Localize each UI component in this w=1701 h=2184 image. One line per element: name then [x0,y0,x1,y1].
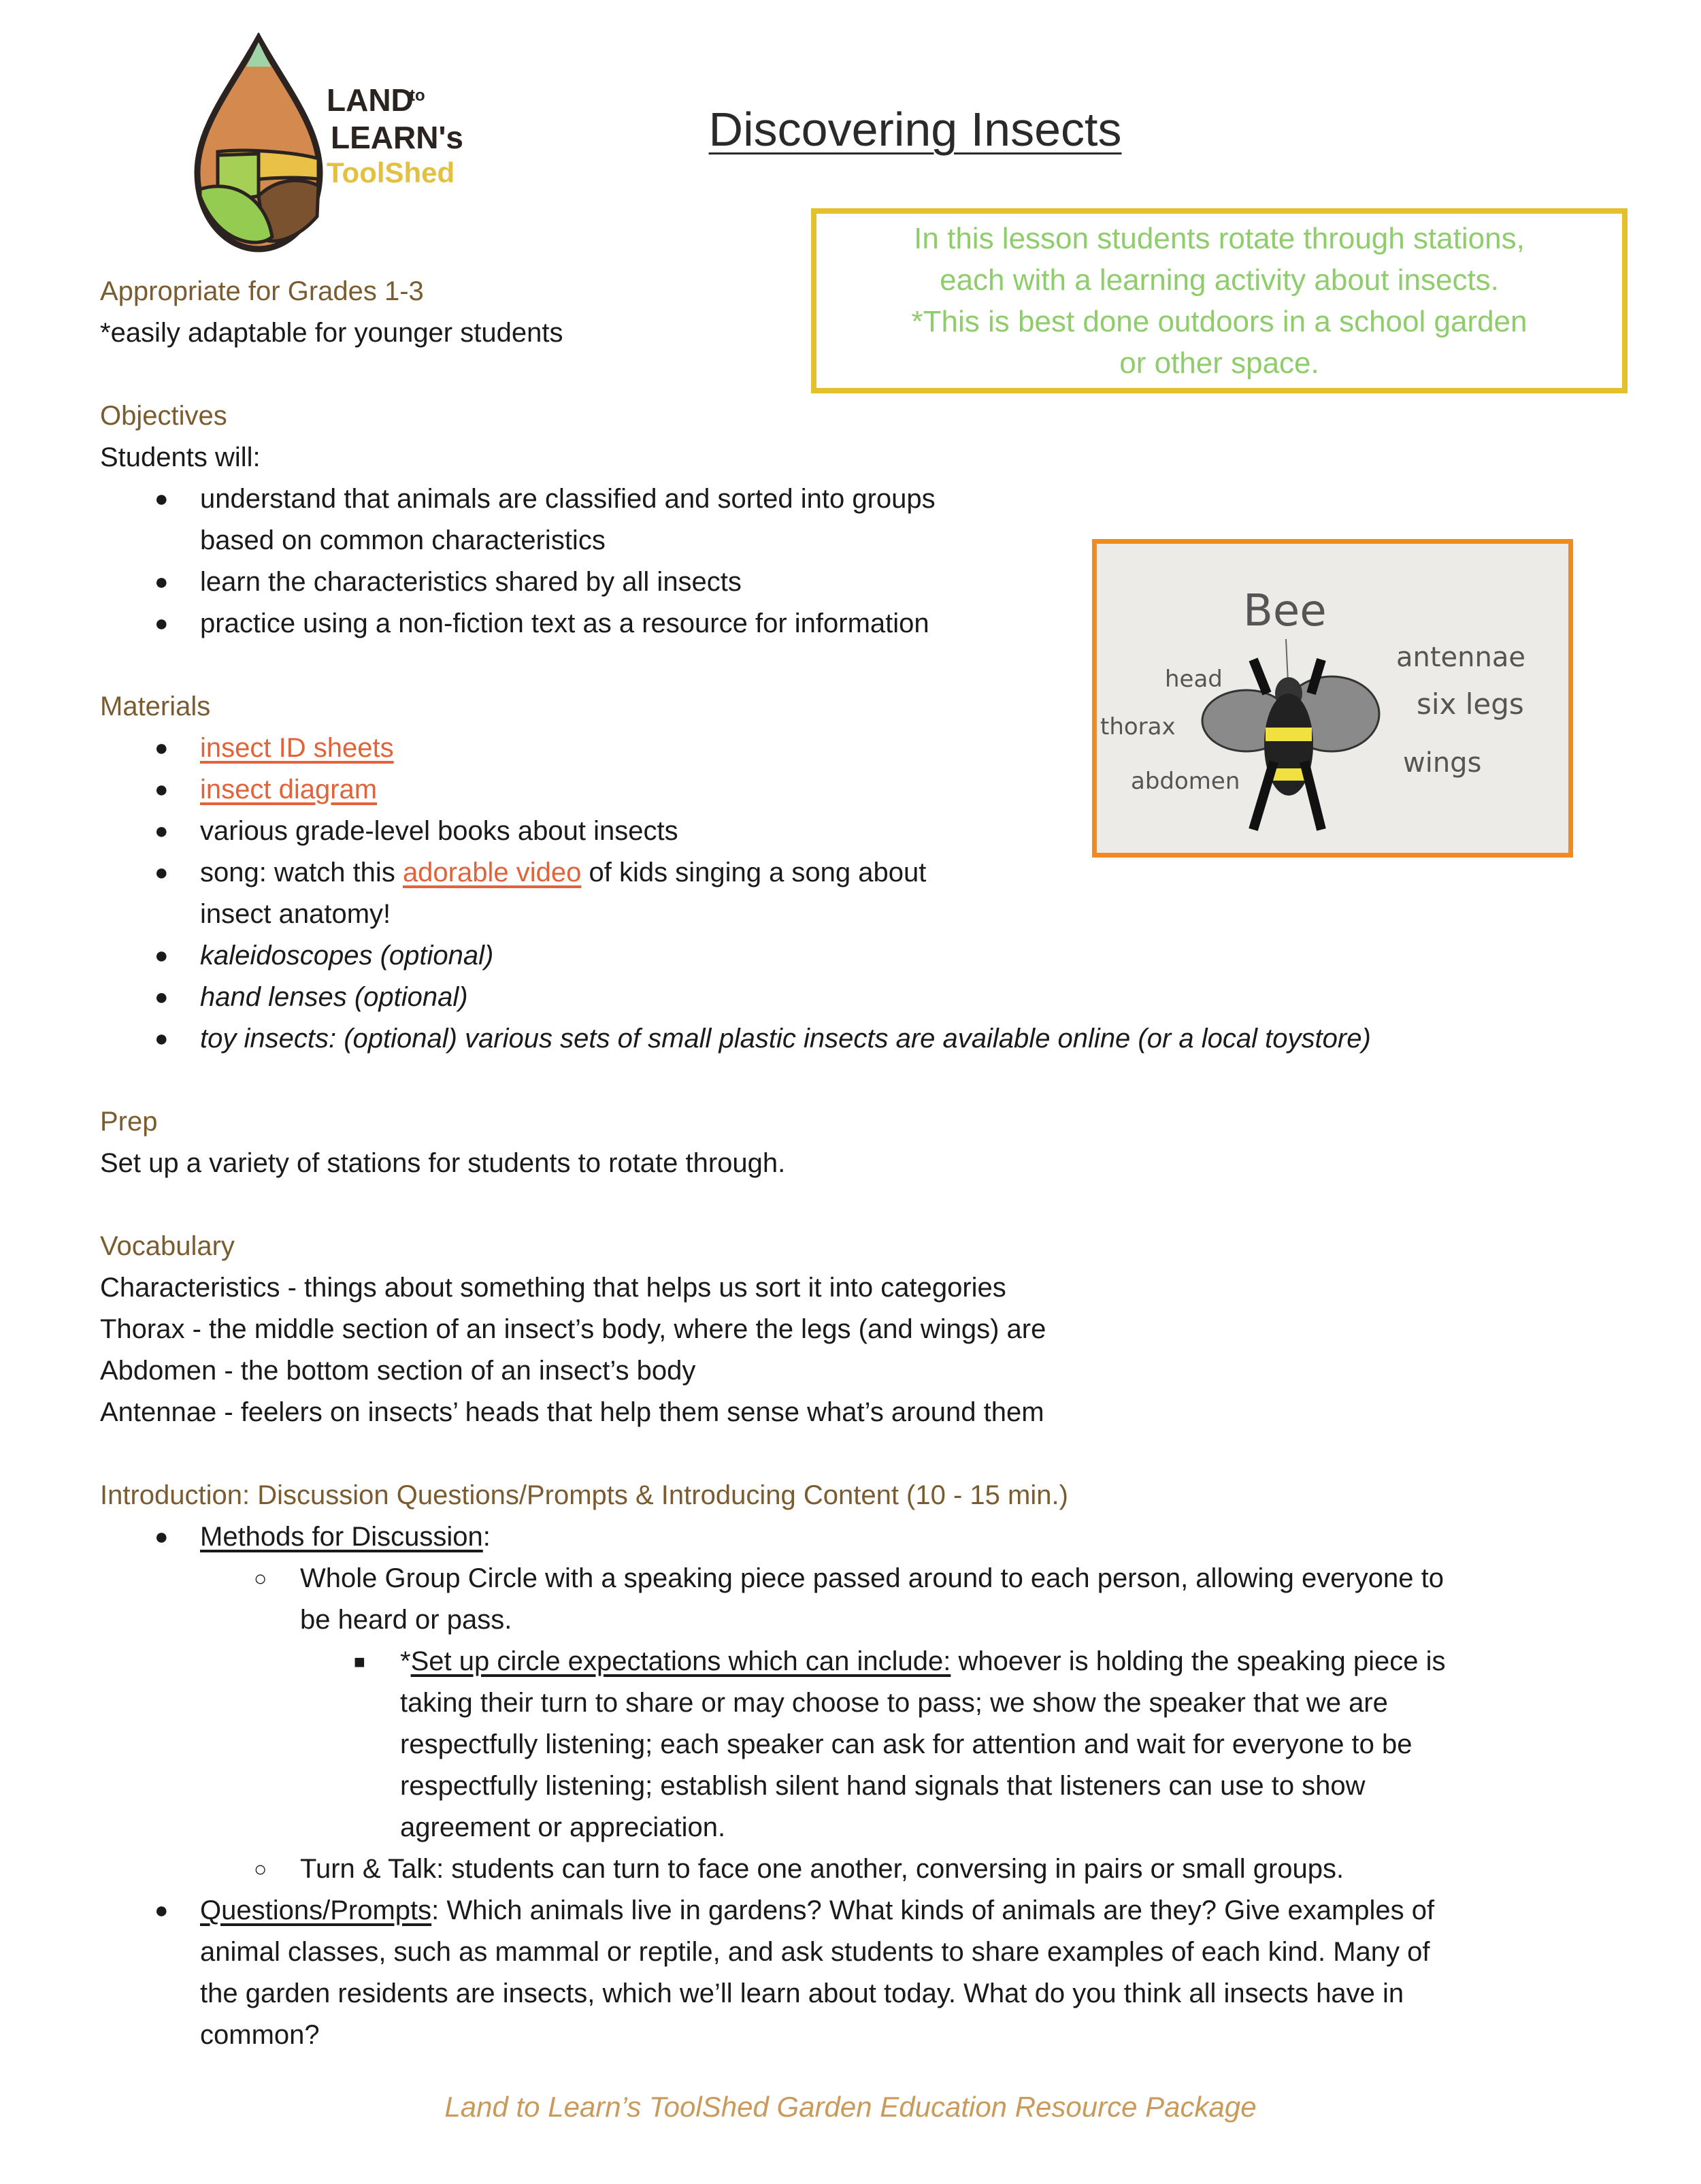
material-item [100,728,1631,769]
material-item [100,769,1631,811]
bee-label-thorax: thorax [1100,713,1176,740]
insect-diagram-link[interactable]: insect diagram [200,775,378,804]
adorable-video-link[interactable]: adorable video [402,858,582,887]
material-item: ● toy insects: (optional) various sets of small plastic insects are available online (or a local toystore) [100,1018,1631,1060]
hollow-bullet-icon: ○ [254,1857,267,1881]
prep-heading: Prep [100,1107,158,1137]
bullet-icon: ● [154,943,169,968]
objectives-intro: Students will: [100,442,261,472]
expectations-item-continued: taking their turn to share or may choose to pass; we show the speaker that we are [400,1688,1388,1718]
callout-line: In this lesson students rotate through stations, [914,222,1525,255]
vocabulary-heading: Vocabulary [100,1231,235,1261]
objective-item: ● understand that animals are classified and sorted into groups [100,478,1631,520]
bullet-icon: ● [154,735,169,761]
expectations-item-continued: agreement or appreciation. [400,1812,726,1842]
callout-line: each with a learning activity about insects. [940,263,1499,297]
bee-label-antennae: antennae [1396,642,1525,673]
callout-line: or other space. [1119,346,1319,380]
questions-item-continued: animal classes, such as mammal or reptile, and ask students to share examples of each kind. Many of [200,1937,1430,1967]
grades-note: *easily adaptable for younger students [100,318,563,348]
page-footer: Land to Learn’s ToolShed Garden Education Resource Package [444,2091,1257,2123]
bullet-icon: ● [154,777,169,802]
objectives-heading: Objectives [100,401,227,431]
material-item: ● hand lenses (optional) [100,977,1631,1018]
bullet-icon: ● [154,1026,169,1052]
logo-text-toolshed: ToolShed [327,157,455,189]
bullet-icon: ● [154,486,169,512]
land-to-learn-logo [191,33,476,254]
materials-heading: Materials [100,691,211,721]
bullet-icon: ● [154,818,169,844]
material-item: ● kaleidoscopes (optional) [100,935,1631,977]
bee-label-head: head [1165,666,1223,693]
bullet-icon: ● [154,1524,169,1550]
teardrop-emblem-icon [197,38,320,249]
material-item: ● various grade-level books about insects [100,811,1631,852]
circle-item: ○ Whole Group Circle with a speaking piece passed around to each person, allowing everyone to [100,1558,1631,1599]
questions-item: ● Questions/Prompts: Which animals live in gardens? What kinds of animals are they? Give examples of [100,1890,1631,1932]
callout-line: *This is best done outdoors in a school garden [911,305,1527,338]
grades-heading: Appropriate for Grades 1-3 [100,276,424,306]
hollow-bullet-icon: ○ [254,1566,267,1591]
bee-label-wings: wings [1403,747,1482,779]
objective-item: ● practice using a non-fiction text as a resource for information [100,603,1631,645]
logo-text-land: LAND [327,82,414,118]
material-item: ● song: watch this adorable video of kids singing a song about [100,852,1631,894]
turn-talk-item: ○ Turn & Talk: students can turn to face one another, conversing in pairs or small groups. [100,1848,1631,1890]
vocabulary-item: Characteristics - things about something that helps us sort it into categories [100,1273,1006,1303]
logo-text-learn: LEARN's [331,120,463,155]
objective-item: ● learn the characteristics shared by all insects [100,561,1631,603]
expectations-item-continued: respectfully listening; each speaker can ask for attention and wait for everyone to be [400,1729,1413,1759]
logo-text-to: to [410,86,425,105]
bee-title: Bee [1243,586,1327,636]
square-bullet-icon: ■ [354,1651,365,1672]
objective-item-continued: based on common characteristics [200,525,606,555]
introduction-heading: Introduction: Discussion Questions/Prompts & Introducing Content (10 - 15 min.) [100,1480,1068,1510]
bullet-icon: ● [154,610,169,636]
prep-text: Set up a variety of stations for students to rotate through. [100,1148,786,1178]
expectations-item-continued: respectfully listening; establish silent hand signals that listeners can use to show [400,1771,1366,1801]
bullet-icon: ● [154,984,169,1010]
bullet-icon: ● [154,860,169,885]
vocabulary-item: Thorax - the middle section of an insect’s body, where the legs (and wings) are [100,1314,1046,1344]
expectations-item: ■ *Set up circle expectations which can include: whoever is holding the speaking piece is [100,1641,1631,1682]
vocabulary-item: Antennae - feelers on insects’ heads that help them sense what’s around them [100,1397,1044,1427]
page-title: Discovering Insects [708,103,1122,156]
questions-item-continued: the garden residents are insects, which we’ll learn about today. What do you think all insects have in [200,1978,1404,2008]
bee-label-legs: six legs [1417,687,1524,721]
material-item-continued: insect anatomy! [200,899,391,929]
vocabulary-item: Abdomen - the bottom section of an insect’s body [100,1356,696,1386]
bullet-icon: ● [154,569,169,595]
lesson-body [100,271,1631,2056]
methods-item: ● Methods for Discussion: [100,1516,1631,1558]
insect-id-sheets-link[interactable]: insect ID sheets [200,733,394,763]
bullet-icon: ● [154,1897,169,1923]
questions-item-continued: common? [200,2020,320,2050]
bee-label-abdomen: abdomen [1131,768,1240,795]
circle-item-continued: be heard or pass. [300,1605,512,1635]
